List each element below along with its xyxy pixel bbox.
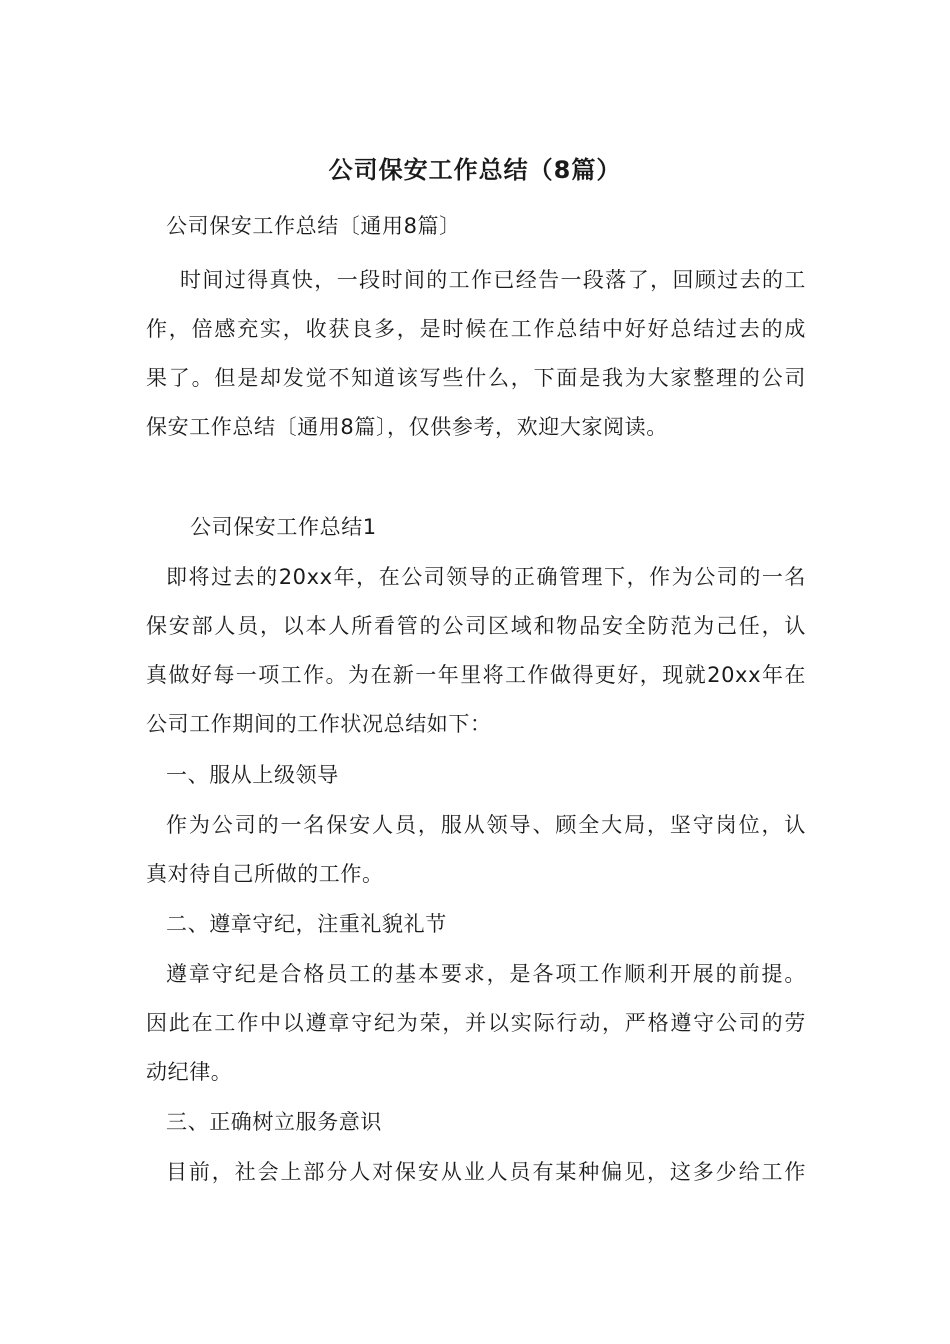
para-h2-line-1: 遵章守纪是合格员工的基本要求，是各项工作顺利开展的前提。: [166, 962, 806, 986]
heading-1: 一、服从上级领导: [166, 763, 339, 787]
para-h3-line-1: 目前，社会上部分人对保安从业人员有某种偏见，这多少给工作: [166, 1160, 806, 1184]
para-h2-line-3: 动纪律。: [146, 1060, 233, 1084]
document-subtitle: 公司保安工作总结〔通用8篇〕: [166, 214, 461, 238]
para1-line-4: 公司工作期间的工作状况总结如下：: [146, 712, 492, 736]
section-heading: 公司保安工作总结1: [190, 515, 377, 539]
heading-2: 二、遵章守纪，注重礼貌礼节: [166, 912, 447, 936]
intro-line-1: 时间过得真快，一段时间的工作已经告一段落了，回顾过去的工: [180, 268, 806, 292]
intro-line-4: 保安工作总结〔通用8篇〕，仅供参考，欢迎大家阅读。: [146, 415, 668, 439]
para1-line-3: 真做好每一项工作。为在新一年里将工作做得更好，现就20xx年在: [146, 663, 806, 687]
intro-line-3: 果了。但是却发觉不知道该写些什么，下面是我为大家整理的公司: [146, 366, 806, 390]
intro-line-2: 作，倍感充实，收获良多，是时候在工作总结中好好总结过去的成: [146, 317, 806, 341]
para1-line-1: 即将过去的20xx年，在公司领导的正确管理下，作为公司的一名: [166, 565, 806, 589]
heading-3: 三、正确树立服务意识: [166, 1110, 382, 1134]
para-h1-line-1: 作为公司的一名保安人员，服从领导、顾全大局，坚守岗位，认: [166, 813, 806, 837]
para1-line-2: 保安部人员，以本人所看管的公司区域和物品安全防范为己任，认: [146, 614, 806, 638]
document-title: 公司保安工作总结（8篇）: [328, 156, 622, 184]
para-h2-line-2: 因此在工作中以遵章守纪为荣，并以实际行动，严格遵守公司的劳: [146, 1011, 806, 1035]
para-h1-line-2: 真对待自己所做的工作。: [146, 862, 384, 886]
